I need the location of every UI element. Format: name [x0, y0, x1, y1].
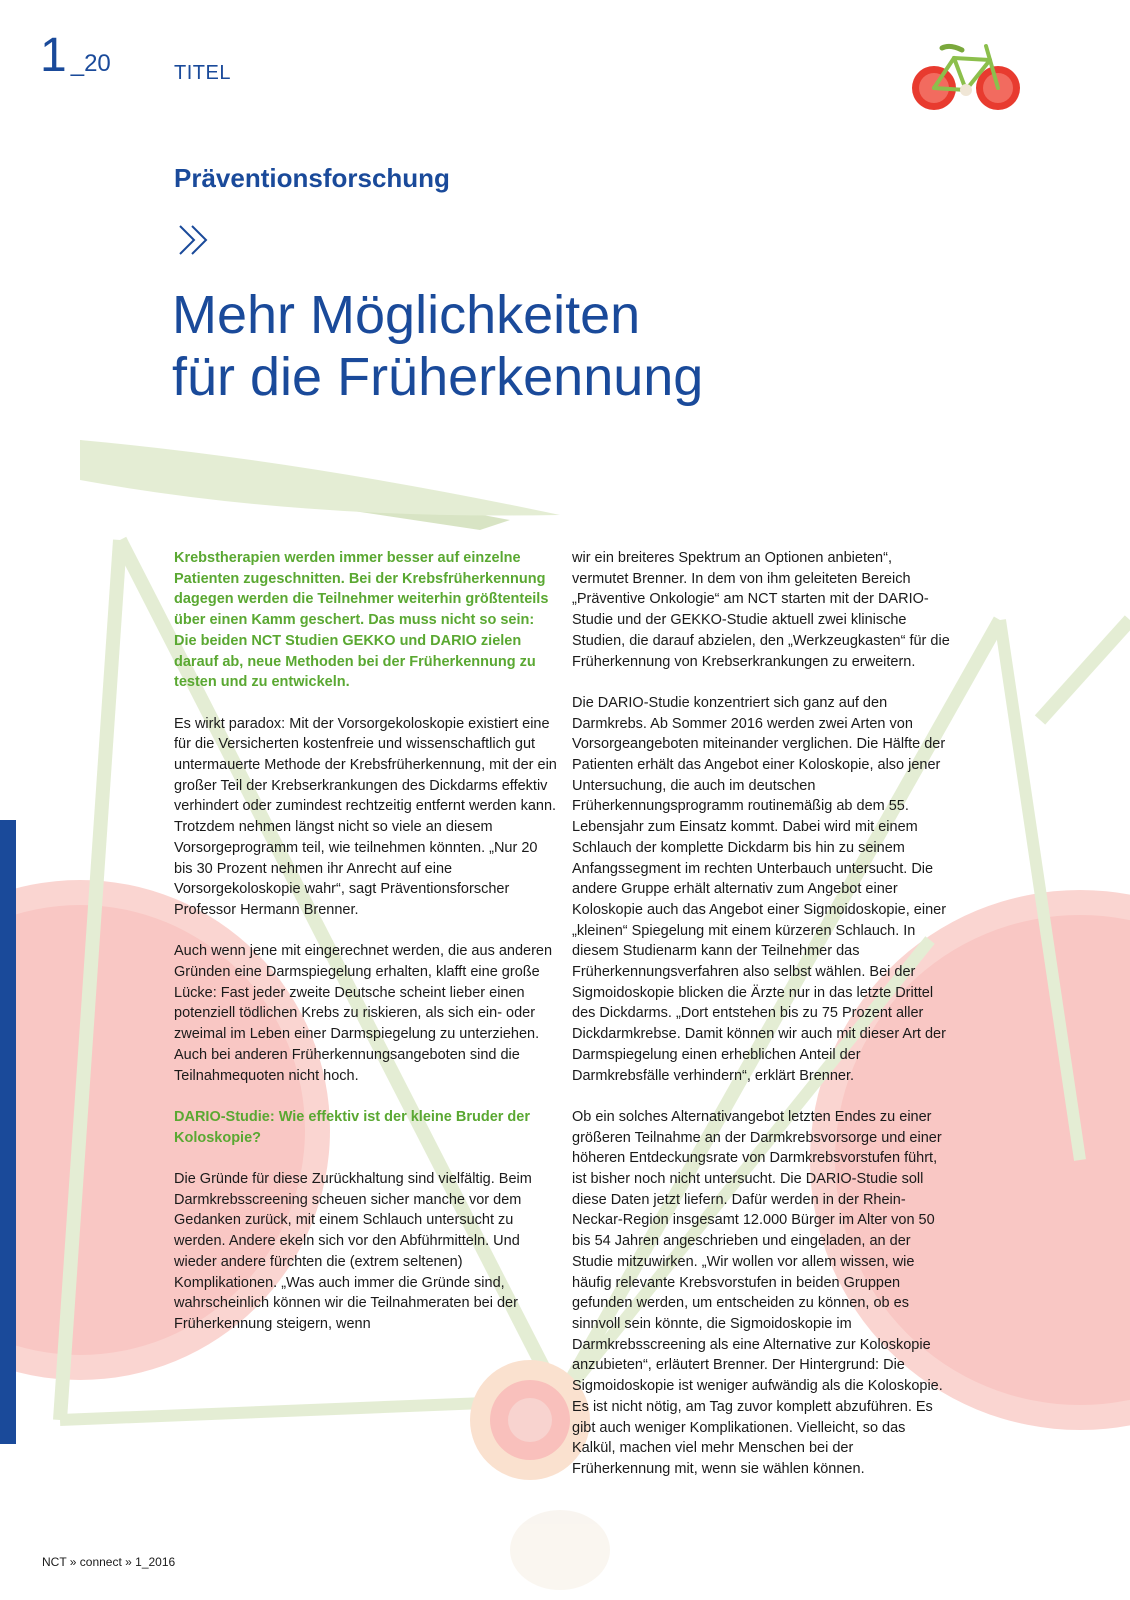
- article-kicker: Präventionsforschung: [174, 163, 450, 193]
- page-number-minor: 20: [84, 50, 111, 77]
- headline-line-1: Mehr Möglichkeiten: [172, 285, 641, 345]
- paragraph: Die DARIO-Studie konzentriert sich ganz auf den Darmkrebs. Ab Sommer 2016 werden zwei Arten von Vorsorgeangeboten miteinander verglichen. Die Hälfte der Patienten erhält das Angebot einer Koloskopie, also jener Untersuchung, die auch im deutschen Früherkennungsprogramm routinemäßig ab dem 55. Lebensjahr zum Einsatz kommt. Dabei wird mit einem Schlauch der komplette Dickdarm bis hin zu seinem Anfangssegment im rechten Unterbauch untersucht. Die andere Gruppe erhält alternativ zum Angebot einer Koloskopie auch das Angebot einer Sigmoidoskopie, einer „kleinen“ Spiegelung mit einem kürzeren Schlauch. In diesem Studienarm kann der Teilnehmer das Früherkennungsverfahren also selbst wählen. Bei der Sigmoidoskopie blicken die Ärzte nur in das letzte Drittel des Dickdarms. „Dort entstehen bis zu 75 Prozent aller Dickdarmkrebse. Damit können wir auch mit dieser Art der Darmspiegelung einen erheblichen Anteil der Darmkrebsfälle verhindern“, erklärt Brenner.: [572, 694, 947, 1084]
- blue-edge-bar: [0, 820, 16, 1444]
- article-subhead: DARIO-Studie: Wie effektiv ist der kleine Bruder der Koloskopie?: [174, 1108, 531, 1146]
- paragraph: Auch wenn jene mit eingerechnet werden, die aus anderen Gründen eine Darmspiegelung erhalten, klafft eine große Lücke: Fast jeder zweite Deutsche scheint lieber einen potenziell tödlichen Krebs zu riskieren, als sich ein- oder zweimal im Leben einer Darmspiegelung zu unterziehen. Auch bei anderen Früherkennungsangeboten sind die Teilnahmequoten nicht hoch.: [174, 943, 553, 1084]
- page-number-major: 1: [40, 29, 67, 82]
- article-headline: [172, 284, 703, 408]
- text-column-left: [174, 548, 558, 1355]
- paragraph: wir ein breiteres Spektrum an Optionen anbieten“, vermutet Brenner. In dem von ihm geleiteten Bereich „Präventive Onkologie“ am NCT starten mit der DARIO-Studie und der GEKKO-Studie aktuell zwei klinische Studien, die darauf abzielen, den „Werkzeugkasten“ für die Früherkennung von Krebserkrankungen zu erweitern.: [572, 550, 950, 670]
- article-lead: Krebstherapien werden immer besser auf einzelne Patienten zugeschnitten. Bei der Krebsfrüherkennung dagegen werden die Teilnehmer weiterhin größtenteils über einen Kamm geschert. Das muss nicht so sein: Die beiden NCT Studien GEKKO und DARIO zielen darauf ab, neue Methoden bei der Früherkennung zu testen und zu entwickeln.: [174, 550, 549, 691]
- vegetable-bicycle-icon: [906, 36, 1030, 116]
- paragraph: Es wirkt paradox: Mit der Vorsorgekoloskopie existiert eine für die Versicherten kostenfreie und wissenschaftlich gut untermauerte Methode der Krebsfrüherkennung, mit der ein großer Teil der Krebserkrankungen des Dickdarms effektiv verhindert oder zumindest rechtzeitig entfernt werden kann. Trotzdem nehmen längst nicht so viele an diesem Vorsorgeprogramm teil, wie teilnehmen könnten. „Nur 20 bis 30 Prozent nehmen ihr Anrecht auf eine Vorsorgekoloskopie wahr“, sagt Präventionsforscher Professor Hermann Brenner.: [174, 715, 557, 918]
- section-label: TITEL: [174, 62, 231, 84]
- page-number: [40, 29, 111, 82]
- headline-line-2: für die Früherkennung: [172, 347, 704, 407]
- paragraph: Ob ein solches Alternativangebot letzten Endes zu einer größeren Teilnahme an der Darmkrebsvorsorge und einer höheren Entdeckungsrate von Darmkrebsvorstufen führt, ist bisher noch nicht untersucht. Die DARIO-Studie soll diese Daten jetzt liefern. Dafür werden in der Rhein-Neckar-Region insgesamt 12.000 Bürger im Alter von 50 bis 54 Jahren angeschrieben und eingeladen, an der Studie mitzuwirken. „Wir wollen vor allem wissen, wie häufig relevante Krebsvorstufen in beiden Gruppen gefunden werden, um entscheiden zu können, ob es sinnvoll sein könnte, die Sigmoidoskopie im Darmkrebsscreening als eine Alternative zur Koloskopie anzubieten“, erläutert Brenner. Der Hintergrund: Die Sigmoidoskopie ist weniger aufwändig als die Koloskopie. Es ist nicht nötig, am Tag zuvor komplett abzuführen. Es gibt auch weniger Komplikationen. Vielleicht, so das Kalkül, machen viel mehr Menschen bei der Früherkennung mit, wenn sie wählen können.: [572, 1108, 943, 1477]
- text-column-right: [572, 548, 952, 1500]
- page-footer: NCT » connect » 1_2016: [42, 1555, 176, 1569]
- page-number-separator: _: [70, 50, 85, 77]
- paragraph: Die Gründe für diese Zurückhaltung sind vielfältig. Beim Darmkrebsscreening scheuen sicher manche vor dem Gedanken zurück, mit einem Schlauch untersucht zu werden. Andere ekeln sich vor den Abführmitteln. Und wieder andere fürchten die (extrem seltenen) Komplikationen. „Was auch immer die Gründe sind, wahrscheinlich können wir die Teilnahmeraten bei der Früherkennung steigern, wenn: [174, 1171, 532, 1332]
- double-chevron-right-icon: [176, 222, 212, 258]
